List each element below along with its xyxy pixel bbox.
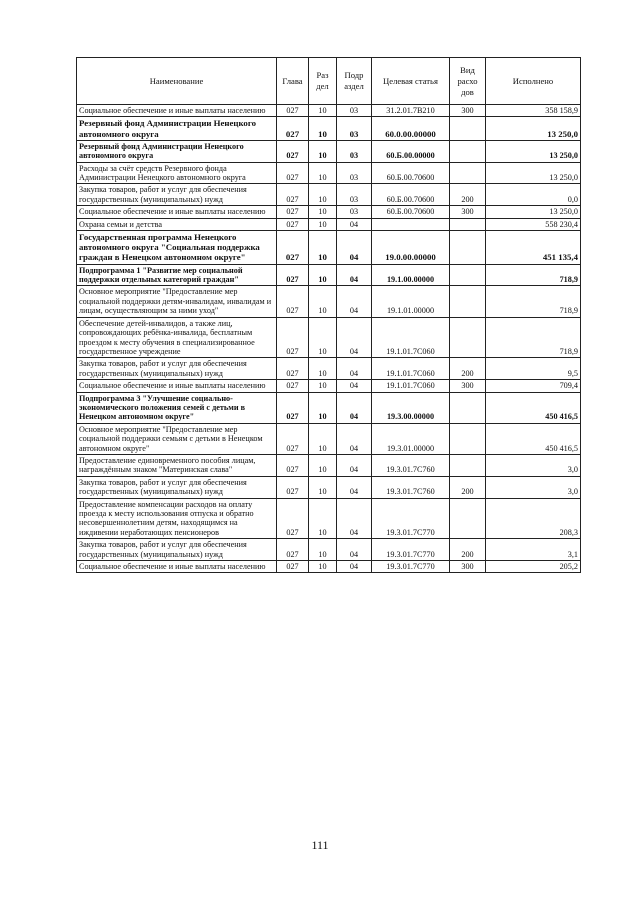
cell-subsection: 04 [337,218,372,230]
cell-name: Закупка товаров, работ и услуг для обеспечения государственных (муниципальных) нужд [77,184,277,206]
cell-type [450,117,486,140]
cell-type [450,231,486,265]
header-subsection: Подр аздел [337,58,372,105]
cell-type: 200 [450,184,486,206]
cell-subsection: 04 [337,231,372,265]
cell-type: 300 [450,105,486,117]
cell-name: Предоставление единовременного пособия лицам, награждённым знаком "Материнская слава" [77,454,277,476]
cell-subsection: 03 [337,206,372,218]
cell-type [450,218,486,230]
cell-subsection: 04 [337,380,372,392]
cell-name: Резервный фонд Администрации Ненецкого автономного округа [77,140,277,162]
header-section: Раз дел [309,58,337,105]
table-row [77,105,581,117]
table-row [77,317,581,358]
cell-subsection: 03 [337,105,372,117]
cell-name: Социальное обеспечение и иные выплаты населению [77,206,277,218]
cell-chapter: 027 [277,184,309,206]
cell-chapter: 027 [277,380,309,392]
header-executed: Исполнено [486,58,581,105]
cell-chapter: 027 [277,105,309,117]
cell-executed: 13 250,0 [486,140,581,162]
cell-executed: 3,1 [486,539,581,561]
cell-executed: 358 158,9 [486,105,581,117]
cell-subsection: 03 [337,184,372,206]
table-header-row [77,58,581,105]
table-row [77,140,581,162]
table-row [77,117,581,140]
cell-name: Закупка товаров, работ и услуг для обеспечения государственных (муниципальных) нужд [77,358,277,380]
cell-type [450,286,486,317]
cell-name: Социальное обеспечение и иные выплаты населению [77,561,277,573]
cell-subsection: 04 [337,392,372,423]
cell-name: Основное мероприятие "Предоставление мер социальной поддержки детям-инвалидам, инвалидам и лицам, осуществляющим за ними уход" [77,286,277,317]
cell-executed: 13 250,0 [486,206,581,218]
cell-executed: 450 416,5 [486,423,581,454]
cell-section: 10 [309,561,337,573]
cell-section: 10 [309,140,337,162]
cell-section: 10 [309,264,337,286]
cell-subsection: 04 [337,561,372,573]
table-row [77,498,581,539]
cell-subsection: 04 [337,423,372,454]
cell-name: Расходы за счёт средств Резервного фонда Администрации Ненецкого автономного округа [77,162,277,184]
cell-subsection: 04 [337,476,372,498]
cell-subsection: 04 [337,539,372,561]
cell-chapter: 027 [277,358,309,380]
cell-target: 19.3.01.7С760 [372,454,450,476]
cell-target: 19.1.01.00000 [372,286,450,317]
cell-type [450,317,486,358]
cell-target: 19.3.01.7С760 [372,476,450,498]
cell-section: 10 [309,105,337,117]
cell-chapter: 027 [277,286,309,317]
cell-type: 200 [450,539,486,561]
table-row [77,206,581,218]
cell-executed: 718,9 [486,286,581,317]
cell-executed: 558 230,4 [486,218,581,230]
cell-subsection: 04 [337,454,372,476]
cell-type: 300 [450,206,486,218]
cell-section: 10 [309,218,337,230]
cell-type: 200 [450,476,486,498]
cell-subsection: 04 [337,286,372,317]
cell-executed: 0,0 [486,184,581,206]
cell-name: Основное мероприятие "Предоставление мер социальной поддержки семьям с детьми в Ненецком автономном округе" [77,423,277,454]
cell-type [450,498,486,539]
cell-type: 200 [450,358,486,380]
table-row [77,264,581,286]
cell-type: 300 [450,561,486,573]
cell-section: 10 [309,286,337,317]
cell-name: Подпрограмма 1 "Развитие мер социальной поддержки отдельных категорий граждан" [77,264,277,286]
cell-target: 19.1.00.00000 [372,264,450,286]
cell-section: 10 [309,117,337,140]
cell-target: 60.Б.00.00000 [372,140,450,162]
cell-name: Закупка товаров, работ и услуг для обеспечения государственных (муниципальных) нужд [77,476,277,498]
cell-chapter: 027 [277,561,309,573]
cell-type [450,264,486,286]
cell-target: 19.3.00.00000 [372,392,450,423]
table-row [77,286,581,317]
cell-chapter: 027 [277,476,309,498]
cell-type: 300 [450,380,486,392]
cell-executed: 205,2 [486,561,581,573]
cell-section: 10 [309,476,337,498]
table-row [77,184,581,206]
table-row [77,539,581,561]
cell-section: 10 [309,392,337,423]
cell-executed: 9,5 [486,358,581,380]
cell-executed: 718,9 [486,264,581,286]
table-row [77,392,581,423]
cell-name: Государственная программа Ненецкого автономного округа "Социальная поддержка граждан в Ненецком автономном округе" [77,231,277,265]
cell-target: 19.3.01.00000 [372,423,450,454]
cell-chapter: 027 [277,117,309,140]
table-row [77,358,581,380]
header-target: Целевая статья [372,58,450,105]
cell-target: 19.1.01.7С060 [372,317,450,358]
cell-chapter: 027 [277,454,309,476]
cell-executed: 451 135,4 [486,231,581,265]
cell-section: 10 [309,206,337,218]
cell-section: 10 [309,317,337,358]
cell-section: 10 [309,184,337,206]
cell-chapter: 027 [277,423,309,454]
table-row [77,423,581,454]
cell-chapter: 027 [277,392,309,423]
cell-section: 10 [309,498,337,539]
cell-type [450,392,486,423]
cell-target: 60.Б.00.70600 [372,162,450,184]
cell-executed: 13 250,0 [486,117,581,140]
table-row [77,380,581,392]
cell-subsection: 03 [337,117,372,140]
cell-section: 10 [309,380,337,392]
cell-subsection: 03 [337,162,372,184]
cell-subsection: 04 [337,358,372,380]
cell-name: Социальное обеспечение и иные выплаты населению [77,380,277,392]
cell-type [450,162,486,184]
cell-section: 10 [309,162,337,184]
cell-section: 10 [309,423,337,454]
cell-target: 60.Б.00.70600 [372,184,450,206]
page-number: 111 [311,838,329,852]
header-type: Вид расхо дов [450,58,486,105]
cell-type [450,140,486,162]
cell-subsection: 04 [337,498,372,539]
cell-target: 19.0.00.00000 [372,231,450,265]
cell-target: 60.0.00.00000 [372,117,450,140]
table-row [77,231,581,265]
cell-name: Подпрограмма 3 "Улучшение социально-экономического положения семей с детьми в Ненецком автономном округе" [77,392,277,423]
cell-name: Закупка товаров, работ и услуг для обеспечения государственных (муниципальных) нужд [77,539,277,561]
table-body [77,105,581,573]
table-row [77,218,581,230]
cell-subsection: 03 [337,140,372,162]
cell-target: 19.3.01.7С770 [372,539,450,561]
cell-executed: 3,0 [486,454,581,476]
cell-target: 31.2.01.7В210 [372,105,450,117]
cell-type [450,423,486,454]
cell-section: 10 [309,231,337,265]
cell-name: Обеспечение детей-инвалидов, а также лиц, сопровождающих ребёнка-инвалида, бесплатным проездом к месту обучения в специализированное государственное учреждение [77,317,277,358]
budget-table [76,57,581,573]
cell-chapter: 027 [277,539,309,561]
cell-executed: 450 416,5 [486,392,581,423]
cell-executed: 718,9 [486,317,581,358]
cell-target: 19.1.01.7С060 [372,380,450,392]
cell-name: Охрана семьи и детства [77,218,277,230]
cell-chapter: 027 [277,264,309,286]
cell-chapter: 027 [277,498,309,539]
cell-type [450,454,486,476]
cell-target [372,218,450,230]
cell-target: 19.3.01.7С770 [372,498,450,539]
cell-executed: 208,3 [486,498,581,539]
cell-chapter: 027 [277,218,309,230]
header-chapter: Глава [277,58,309,105]
cell-name: Резервный фонд Администрации Ненецкого автономного округа [77,117,277,140]
cell-chapter: 027 [277,231,309,265]
header-name: Наименование [77,58,277,105]
cell-section: 10 [309,539,337,561]
cell-executed: 3,0 [486,476,581,498]
table-row [77,454,581,476]
cell-chapter: 027 [277,162,309,184]
cell-chapter: 027 [277,206,309,218]
cell-target: 60.Б.00.70600 [372,206,450,218]
cell-executed: 709,4 [486,380,581,392]
cell-target: 19.3.01.7С770 [372,561,450,573]
cell-chapter: 027 [277,140,309,162]
cell-name: Предоставление компенсации расходов на оплату проезда к месту использования отпуска и обратно несовершеннолетним детям, находящимся на иждивении неработающих пенсионеров [77,498,277,539]
table-row [77,162,581,184]
cell-name: Социальное обеспечение и иные выплаты населению [77,105,277,117]
table-row [77,476,581,498]
cell-target: 19.1.01.7С060 [372,358,450,380]
table-row [77,561,581,573]
cell-section: 10 [309,358,337,380]
cell-section: 10 [309,454,337,476]
cell-subsection: 04 [337,264,372,286]
cell-subsection: 04 [337,317,372,358]
cell-chapter: 027 [277,317,309,358]
cell-executed: 13 250,0 [486,162,581,184]
